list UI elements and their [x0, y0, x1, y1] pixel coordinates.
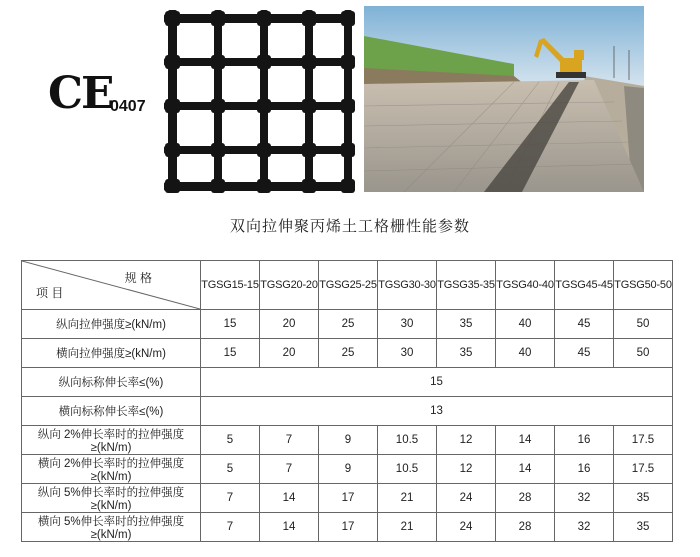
table-row [22, 397, 673, 426]
table-row [22, 513, 673, 542]
ce-certification-mark [48, 68, 158, 132]
table-cell: 5 [201, 455, 260, 484]
row-label: 纵向 2%伸长率时的拉伸强度≥(kN/m) [22, 426, 201, 455]
row-label: 纵向拉伸强度≥(kN/m) [22, 310, 201, 339]
model-header: TGSG20-20 [260, 261, 319, 310]
table-row [22, 426, 673, 455]
row-label: 纵向标称伸长率≤(%) [22, 368, 201, 397]
table-cell: 12 [437, 426, 496, 455]
table-cell: 7 [260, 455, 319, 484]
table-cell: 20 [260, 339, 319, 368]
table-row [22, 339, 673, 368]
table-cell: 15 [201, 339, 260, 368]
table-cell: 7 [260, 426, 319, 455]
table-cell: 35 [614, 513, 673, 542]
table-cell: 32 [555, 484, 614, 513]
model-header: TGSG35-35 [437, 261, 496, 310]
table-cell: 17.5 [614, 426, 673, 455]
geogrid-product-image [160, 6, 356, 194]
row-label: 横向 5%伸长率时的拉伸强度≥(kN/m) [22, 513, 201, 542]
model-header: TGSG50-50 [614, 261, 673, 310]
table-header-row [22, 261, 673, 310]
table-cell: 30 [378, 310, 437, 339]
header-item-label: 项 目 [36, 286, 64, 300]
table-cell: 17 [319, 484, 378, 513]
table-cell: 24 [437, 513, 496, 542]
model-header: TGSG45-45 [555, 261, 614, 310]
table-cell: 9 [319, 426, 378, 455]
table-cell: 25 [319, 310, 378, 339]
table-cell: 17 [319, 513, 378, 542]
table-cell: 16 [555, 426, 614, 455]
table-cell: 50 [614, 310, 673, 339]
table-cell: 45 [555, 310, 614, 339]
table-cell: 16 [555, 455, 614, 484]
table-row [22, 368, 673, 397]
model-header: TGSG15-15 [201, 261, 260, 310]
table-title: 双向拉伸聚丙烯土工格栅性能参数 [229, 217, 470, 235]
ce-notified-body-number: 0407 [110, 98, 146, 115]
table-cell: 14 [496, 426, 555, 455]
row-label: 纵向 5%伸长率时的拉伸强度≥(kN/m) [22, 484, 201, 513]
table-cell: 12 [437, 455, 496, 484]
table-cell: 25 [319, 339, 378, 368]
model-header: TGSG30-30 [378, 261, 437, 310]
table-cell: 10.5 [378, 455, 437, 484]
table-row [22, 455, 673, 484]
table-cell: 5 [201, 426, 260, 455]
row-label: 横向标称伸长率≤(%) [22, 397, 201, 426]
row-label: 横向 2%伸长率时的拉伸强度≥(kN/m) [22, 455, 201, 484]
table-cell: 50 [614, 339, 673, 368]
table-cell: 45 [555, 339, 614, 368]
table-cell: 24 [437, 484, 496, 513]
table-cell: 14 [496, 455, 555, 484]
header-diagonal-cell [22, 261, 201, 310]
model-header: TGSG40-40 [496, 261, 555, 310]
table-cell: 20 [260, 310, 319, 339]
table-cell: 40 [496, 310, 555, 339]
table-cell: 15 [201, 310, 260, 339]
table-cell: 9 [319, 455, 378, 484]
table-cell: 10.5 [378, 426, 437, 455]
construction-site-photo [364, 6, 644, 192]
table-cell: 17.5 [614, 455, 673, 484]
table-cell: 35 [437, 339, 496, 368]
model-header: TGSG25-25 [319, 261, 378, 310]
table-cell: 32 [555, 513, 614, 542]
table-cell: 21 [378, 484, 437, 513]
header-spec-label: 规 格 [124, 271, 152, 285]
table-cell: 28 [496, 513, 555, 542]
table-cell: 7 [201, 484, 260, 513]
table-cell: 40 [496, 339, 555, 368]
row-label: 横向拉伸强度≥(kN/m) [22, 339, 201, 368]
table-row [22, 484, 673, 513]
merged-cell: 15 [201, 368, 673, 397]
table-cell: 28 [496, 484, 555, 513]
table-cell: 14 [260, 484, 319, 513]
table-row [22, 310, 673, 339]
table-cell: 14 [260, 513, 319, 542]
merged-cell: 13 [201, 397, 673, 426]
ce-logo: CE [48, 68, 113, 119]
table-cell: 7 [201, 513, 260, 542]
table-cell: 35 [614, 484, 673, 513]
table-cell: 21 [378, 513, 437, 542]
spec-table [21, 260, 673, 542]
table-cell: 35 [437, 310, 496, 339]
table-cell: 30 [378, 339, 437, 368]
